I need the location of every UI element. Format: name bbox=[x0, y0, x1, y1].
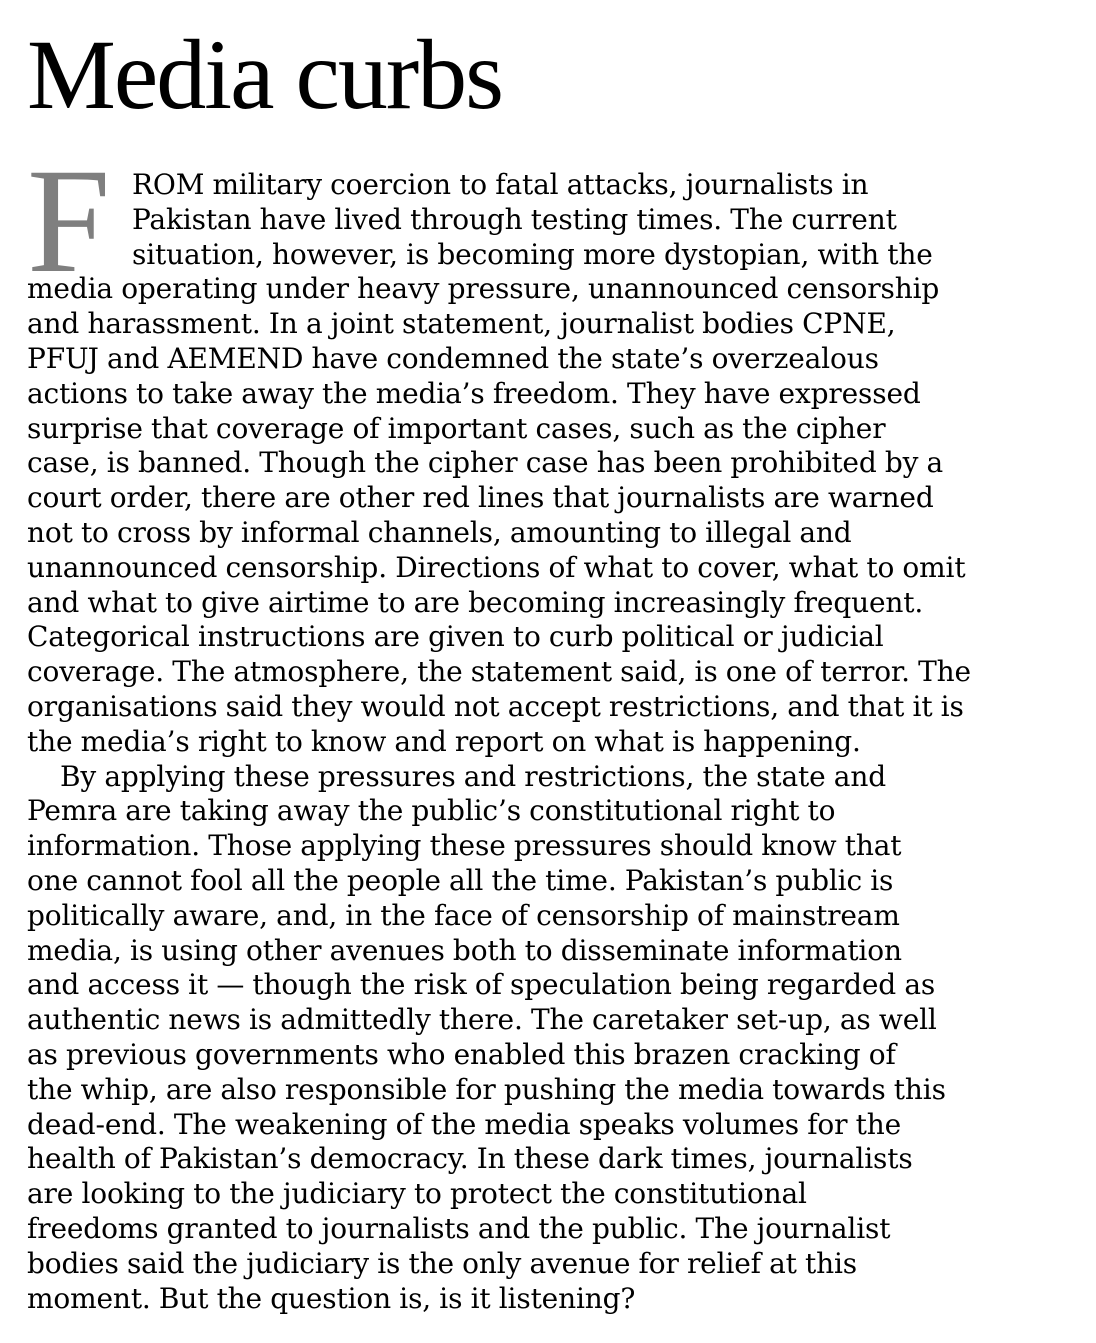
text-line: Pakistan have lived through testing times. The current bbox=[132, 202, 897, 236]
text-line: court order, there are other red lines that journalists are warned bbox=[27, 481, 934, 515]
text-line: are looking to the judiciary to protect the constitutional bbox=[27, 1177, 807, 1211]
text-line: organisations said they would not accept restrictions, and that it is bbox=[27, 689, 964, 723]
editorial-article bbox=[27, 20, 1077, 1316]
text-line: information. Those applying these pressures should know that bbox=[27, 829, 902, 863]
paragraph-2 bbox=[27, 760, 1077, 1317]
text-line: as previous governments who enabled this brazen cracking of bbox=[27, 1037, 896, 1071]
text-line: ROM military coercion to fatal attacks, journalists in bbox=[132, 168, 869, 201]
text-line: actions to take away the media’s freedom. They have expressed bbox=[27, 376, 921, 410]
drop-cap: F bbox=[27, 138, 111, 304]
text-line: surprise that coverage of important cases, such as the cipher bbox=[27, 411, 886, 445]
text-line: the whip, are also responsible for pushing the media towards this bbox=[27, 1072, 946, 1106]
text-line: moment. But the question is, is it listening? bbox=[27, 1281, 636, 1315]
text-line: politically aware, and, in the face of censorship of mainstream bbox=[27, 898, 900, 932]
text-line: unannounced censorship. Directions of what to cover, what to omit bbox=[27, 550, 966, 584]
text-line: media operating under heavy pressure, unannounced censorship bbox=[27, 272, 940, 306]
text-line: not to cross by informal channels, amounting to illegal and bbox=[27, 515, 852, 549]
text-line: media, is using other avenues both to disseminate information bbox=[27, 933, 902, 967]
text-line: dead-end. The weakening of the media speaks volumes for the bbox=[27, 1107, 902, 1141]
text-line: authentic news is admittedly there. The caretaker set-up, as well bbox=[27, 1003, 937, 1037]
text-line: Categorical instructions are given to curb political or judicial bbox=[27, 620, 884, 654]
text-line: case, is banned. Though the cipher case has been prohibited by a bbox=[27, 446, 944, 480]
text-line: and access it — though the risk of speculation being regarded as bbox=[27, 968, 936, 1002]
text-line: and what to give airtime to are becoming increasingly frequent. bbox=[27, 585, 924, 619]
text-line: By applying these pressures and restrictions, the state and bbox=[60, 759, 887, 793]
text-line: PFUJ and AEMEND have condemned the state’s overzealous bbox=[27, 341, 879, 375]
text-line: health of Pakistan’s democracy. In these dark times, journalists bbox=[27, 1142, 913, 1176]
headline: Media curbs bbox=[27, 19, 503, 130]
text-line: the media’s right to know and report on what is happening. bbox=[27, 724, 861, 758]
text-line: situation, however, is becoming more dystopian, with the bbox=[132, 237, 933, 271]
text-line: one cannot fool all the people all the time. Pakistan’s public is bbox=[27, 863, 894, 897]
text-line: Pemra are taking away the public’s constitutional right to bbox=[27, 794, 836, 828]
article-body bbox=[27, 168, 1077, 1316]
text-line: and harassment. In a joint statement, journalist bodies CPNE, bbox=[27, 307, 896, 341]
paragraph-1 bbox=[27, 168, 1077, 760]
text-line: bodies said the judiciary is the only avenue for relief at this bbox=[27, 1246, 857, 1280]
text-line: freedoms granted to journalists and the public. The journalist bbox=[27, 1211, 891, 1245]
text-line: coverage. The atmosphere, the statement said, is one of terror. The bbox=[27, 655, 971, 689]
